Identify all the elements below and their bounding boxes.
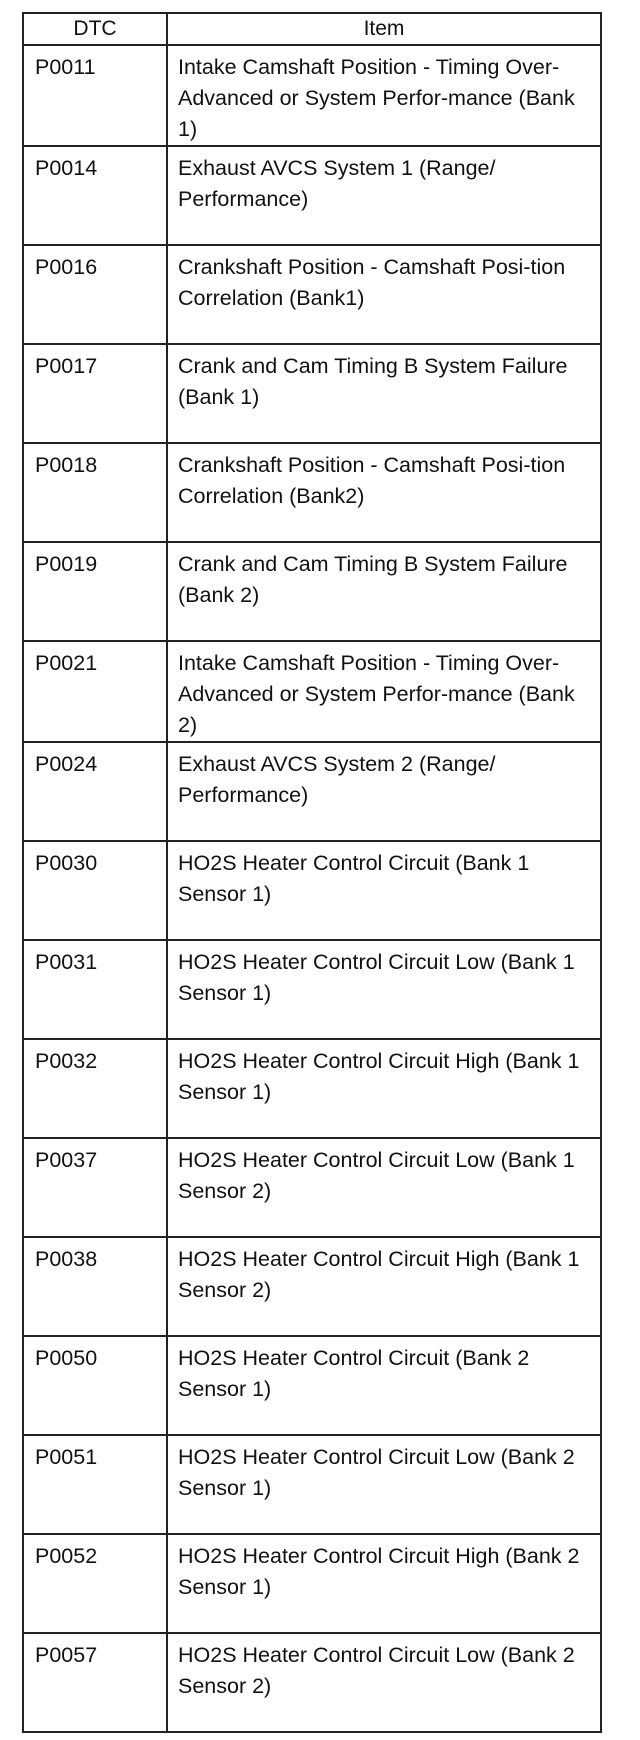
- dtc-code-cell: P0050: [23, 1336, 167, 1435]
- item-description-cell: HO2S Heater Control Circuit Low (Bank 1 Sensor 1): [167, 940, 601, 1039]
- item-description-cell: HO2S Heater Control Circuit (Bank 2 Sensor 1): [167, 1336, 601, 1435]
- dtc-code-cell: P0014: [23, 146, 167, 245]
- table-row: [23, 940, 601, 1039]
- column-header-item: Item: [167, 13, 601, 45]
- table-row: [23, 742, 601, 841]
- item-description-cell: Intake Camshaft Position - Timing Over-Advanced or System Perfor-mance (Bank 2): [167, 641, 601, 742]
- dtc-code-cell: P0030: [23, 841, 167, 940]
- dtc-code-cell: P0038: [23, 1237, 167, 1336]
- table-row: [23, 1435, 601, 1534]
- dtc-code-cell: P0057: [23, 1633, 167, 1732]
- table-row: [23, 1534, 601, 1633]
- table-row: [23, 344, 601, 443]
- table-row: [23, 1138, 601, 1237]
- item-description-cell: Crankshaft Position - Camshaft Posi-tion Correlation (Bank1): [167, 245, 601, 344]
- item-description-cell: HO2S Heater Control Circuit Low (Bank 2 Sensor 1): [167, 1435, 601, 1534]
- table-row: [23, 1039, 601, 1138]
- table-row: [23, 841, 601, 940]
- dtc-table: [22, 12, 602, 1733]
- table-row: [23, 1633, 601, 1732]
- table-row: [23, 542, 601, 641]
- item-description-cell: Exhaust AVCS System 1 (Range/ Performance): [167, 146, 601, 245]
- item-description-cell: HO2S Heater Control Circuit Low (Bank 2 Sensor 2): [167, 1633, 601, 1732]
- dtc-code-cell: P0052: [23, 1534, 167, 1633]
- dtc-code-cell: P0037: [23, 1138, 167, 1237]
- item-description-cell: Crank and Cam Timing B System Failure (Bank 1): [167, 344, 601, 443]
- dtc-code-cell: P0031: [23, 940, 167, 1039]
- dtc-code-cell: P0019: [23, 542, 167, 641]
- dtc-code-cell: P0024: [23, 742, 167, 841]
- table-row: [23, 641, 601, 742]
- table-row: [23, 443, 601, 542]
- item-description-cell: HO2S Heater Control Circuit High (Bank 2 Sensor 1): [167, 1534, 601, 1633]
- item-description-cell: HO2S Heater Control Circuit High (Bank 1 Sensor 1): [167, 1039, 601, 1138]
- item-description-cell: Crank and Cam Timing B System Failure (Bank 2): [167, 542, 601, 641]
- table-row: [23, 1336, 601, 1435]
- item-description-cell: Crankshaft Position - Camshaft Posi-tion Correlation (Bank2): [167, 443, 601, 542]
- dtc-code-cell: P0051: [23, 1435, 167, 1534]
- table-row: [23, 45, 601, 146]
- table-row: [23, 146, 601, 245]
- dtc-code-cell: P0021: [23, 641, 167, 742]
- dtc-code-cell: P0011: [23, 45, 167, 146]
- item-description-cell: Exhaust AVCS System 2 (Range/ Performance): [167, 742, 601, 841]
- table-header-row: [23, 13, 601, 45]
- item-description-cell: HO2S Heater Control Circuit Low (Bank 1 Sensor 2): [167, 1138, 601, 1237]
- item-description-cell: HO2S Heater Control Circuit High (Bank 1 Sensor 2): [167, 1237, 601, 1336]
- table-row: [23, 1237, 601, 1336]
- dtc-code-cell: P0018: [23, 443, 167, 542]
- dtc-code-cell: P0017: [23, 344, 167, 443]
- table-row: [23, 245, 601, 344]
- item-description-cell: Intake Camshaft Position - Timing Over-Advanced or System Perfor-mance (Bank 1): [167, 45, 601, 146]
- dtc-code-cell: P0016: [23, 245, 167, 344]
- item-description-cell: HO2S Heater Control Circuit (Bank 1 Sensor 1): [167, 841, 601, 940]
- dtc-code-cell: P0032: [23, 1039, 167, 1138]
- column-header-dtc: DTC: [23, 13, 167, 45]
